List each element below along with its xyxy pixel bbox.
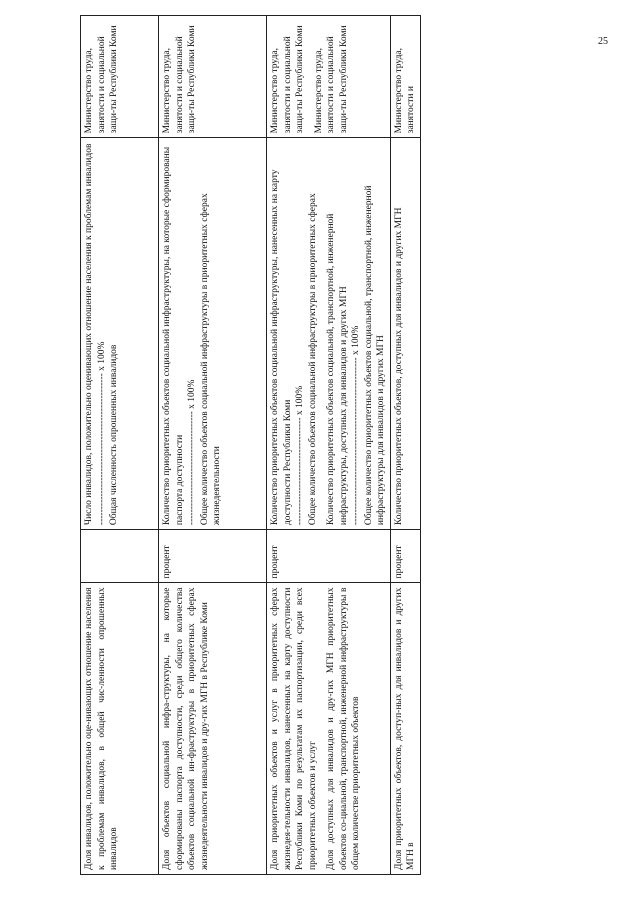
indicator-name [267,583,391,875]
indicator-formula [159,138,267,530]
indicator-formula [81,138,159,530]
indicator-name-b: Доля доступных для инвалидов и дру-гих МГН приоритетных объектов со-циальной, транспортной, инженерной инфраструктуры в общем количестве приоритетных объектов [326,587,361,870]
formula-numerator: Количество приоритетных объектов, доступных для инвалидов и других МГН [393,207,404,526]
indicator-responsible-a: Министерство труда, занятости и социальной защи-ты Республики Коми [270,25,305,134]
indicator-unit: процент [267,530,391,583]
page-number: 25 [598,36,608,47]
formula-numerator: Количество приоритетных объектов социальной инфраструктуры, нанесенных на карту доступности Республики Коми [270,169,293,526]
formula-numerator: Количество приоритетных объектов социальной, транспортной, инженерной инфраструктуры, доступных для инвалидов и других МГН [326,213,349,526]
formula-divider: ------------------------------------ х 100% [187,379,197,526]
indicator-unit: процент [159,530,267,583]
indicator-responsible: Министерство труда, занятости и [390,16,420,138]
indicator-name-a: Доля приоритетных объектов и услуг в приоритетных сферах жизнедея-тельности инвалидов, нанесенных на карту доступности Республики Коми по результатам их паспортизации, среди всех приоритетных объектов и услуг [270,587,318,870]
table-row [390,16,420,875]
formula-denominator: Общее количество приоритетных объектов социальной, транспортной, инженерной инфраструктуры для инвалидов и других МГН [363,185,386,526]
indicator-name: Доля объектов социальной инфра-структуры, на которые сформированы паспорта доступности, среди общего количества объектов социальной ин-фраструктуры в приоритетных сферах жизнедеятельности инвалидов и дру-гих МГН в Республике Коми [159,583,267,875]
formula-denominator: Общая численность опрошенных инвалидов [109,344,119,526]
indicators-table [80,15,421,875]
formula-divider: ---------------------------------- х 100% [295,385,305,526]
indicator-responsible: Министерство труда, занятости и социальной защи-ты Республики Коми [81,16,159,138]
indicator-responsible: Министерство труда, занятости и социальной защи-ты Республики Коми [159,16,267,138]
indicator-formula [390,138,420,530]
indicator-responsible-b: Министерство труда, занятости и социальной защи-ты Республики Коми [313,25,349,134]
indicator-name: Доля инвалидов, положительно оце-нивающих отношение населения к проблемам инвалидов, в общей чис-ленности опрошенных инвалидов [81,583,159,875]
formula-denominator: Общее количество объектов социальной инфраструктуры в приоритетных сферах [307,193,318,526]
indicator-unit [81,530,159,583]
indicator-unit: процент [390,530,420,583]
formula-divider: ----------------------------------------------------- х 100% [351,325,361,526]
rotated-table-container [80,15,560,875]
table-row [159,16,267,875]
indicator-formula [267,138,391,530]
indicator-name: Доля приоритетных объектов, доступ-ных для инвалидов и других МГН в [390,583,420,875]
formula-denominator: Общее количество объектов социальной инфраструктуры в приоритетных сферах жизнедеятельности [199,193,222,526]
indicator-responsible [267,16,391,138]
formula-divider: ------------------------------------------------ х 100% [96,341,107,526]
formula-numerator: Количество приоритетных объектов социальной инфраструктуры, на которые сформированы паспорта доступности [162,146,185,526]
table-row [267,16,391,875]
table-row [81,16,159,875]
formula-numerator: Число инвалидов, положительно оценивающих отношение населения к проблемам инвалидов [84,143,94,526]
